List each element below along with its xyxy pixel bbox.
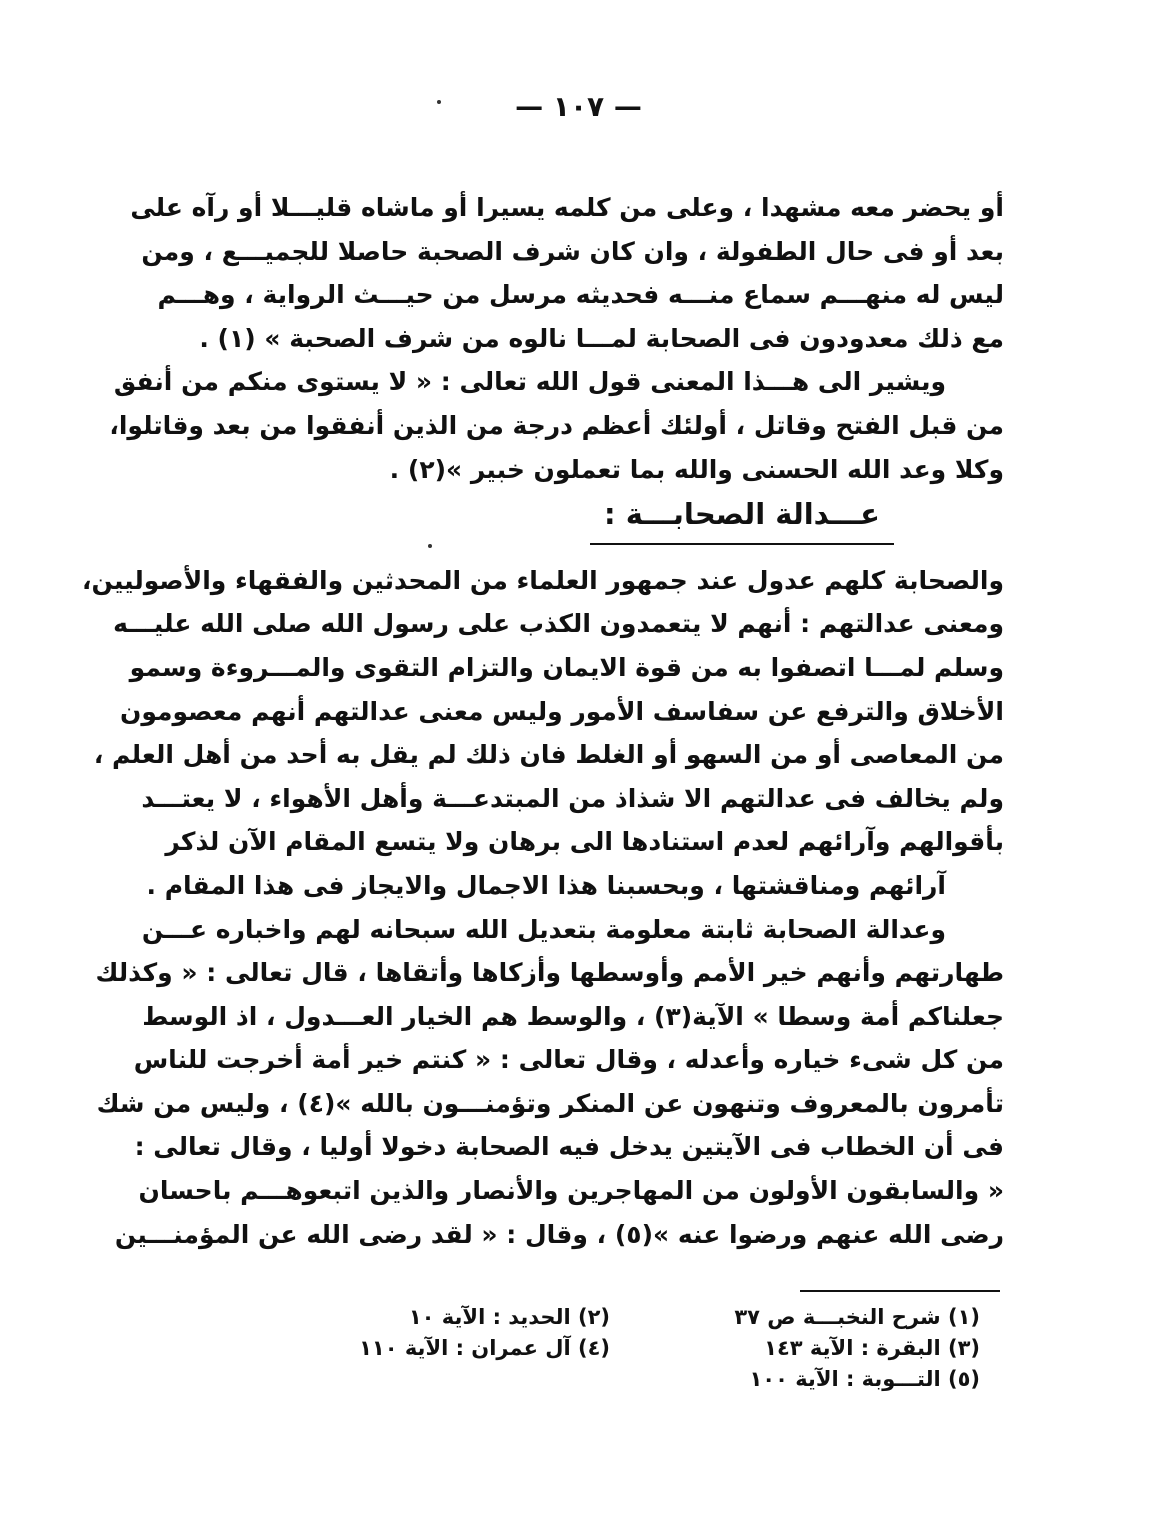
page-number: — ١٠٧ — <box>515 90 642 123</box>
text-line: تأمرون بالمعروف وتنهون عن المنكر وتؤمنـــون بالله »(٤) ، وليس من شك <box>96 1088 1004 1118</box>
text-line: ويشير الى هـــذا المعنى قول الله تعالى : « لا يستوى منكم من أنفق <box>113 367 946 397</box>
text-line: فى أن الخطاب فى الآيتين يدخل فيه الصحابة دخولا أوليا ، وقال تعالى : <box>134 1132 1004 1162</box>
footnotes <box>240 1302 980 1395</box>
text-line: ومعنى عدالتهم : أنهم لا يتعمدون الكذب على رسول الله صلى الله عليـــه <box>113 609 1004 639</box>
text-line: آرائهم ومناقشتها ، وبحسبنا هذا الاجمال والايجاز فى هذا المقام . <box>146 870 946 900</box>
footnote-3: (٣) البقرة : الآية ١٤٣ <box>764 1336 980 1360</box>
text-line: بعد أو فى حال الطفولة ، وان كان شرف الصحبة حاصلا للجميـــع ، ومن <box>141 236 1004 266</box>
text-line: الأخلاق والترفع عن سفاسف الأمور وليس معنى عدالتهم أنهم معصومون <box>120 696 1004 726</box>
footnote-1: (١) شرح النخبـــة ص ٣٧ <box>734 1305 980 1329</box>
footnote-5: (٥) التـــوبة : الآية ١٠٠ <box>749 1367 980 1391</box>
section-heading-wrap <box>180 493 1004 545</box>
text-line: جعلناكم أمة وسطا » الآية(٣) ، والوسط هم الخيار العـــدول ، اذ الوسط <box>142 1001 1004 1031</box>
text-line: من قبل الفتح وقاتل ، أولئك أعظم درجة من الذين أنفقوا من بعد وقاتلوا، <box>109 410 1004 440</box>
text-line: أو يحضر معه مشهدا ، وعلى من كلمه يسيرا أو ماشاه قليـــلا أو رآه على <box>130 193 1004 222</box>
footnote-row <box>240 1364 980 1395</box>
scan-speck <box>428 544 432 548</box>
text-line: وسلم لمـــا اتصفوا به من قوة الايمان والتزام التقوى والمـــروءة وسمو <box>129 652 1004 682</box>
text-line: « والسابقون الأولون من المهاجرين والأنصار والذين اتبعوهـــم باحسان <box>138 1176 1004 1206</box>
text-line: من كل شىء خياره وأعدله ، وقال تعالى : « كنتم خير أمة أخرجت للناس <box>133 1045 1004 1075</box>
footnote-row <box>240 1333 980 1364</box>
footnote-4: (٤) آل عمران : الآية ١١٠ <box>359 1336 610 1360</box>
text-line: والصحابة كلهم عدول عند جمهور العلماء من المحدثين والفقهاء والأصوليين، <box>81 565 1004 595</box>
text-line: مع ذلك معدودون فى الصحابة لمـــا نالوه من شرف الصحبة » (١) . <box>199 323 1004 353</box>
text-line: طهارتهم وأنهم خير الأمم وأوسطها وأزكاها وأتقاها ، قال تعالى : « وكذلك <box>95 958 1004 988</box>
text-line: من المعاصى أو من السهو أو الغلط فان ذلك لم يقل به أحد من أهل العلم ، <box>93 740 1004 770</box>
section-heading: عـــدالة الصحابـــة : <box>590 493 894 545</box>
text-line: وعدالة الصحابة ثابتة معلومة بتعديل الله سبحانه لهم واخباره عـــن <box>141 914 946 944</box>
footnote-row <box>240 1302 980 1333</box>
footnote-2: (٢) الحديد : الآية ١٠ <box>408 1305 610 1329</box>
body-text <box>81 186 1004 1256</box>
footnote-divider <box>800 1290 1000 1292</box>
scan-speck <box>437 100 441 104</box>
text-line: ولم يخالف فى عدالتهم الا شذاذ من المبتدعـــة وأهل الأهواء ، لا يعتـــد <box>141 783 1004 813</box>
text-line: بأقوالهم وآرائهم لعدم استنادها الى برهان ولا يتسع المقام الآن لذكر <box>165 827 1004 857</box>
text-line: رضى الله عنهم ورضوا عنه »(٥) ، وقال : « لقد رضى الله عن المؤمنـــين <box>114 1219 1004 1249</box>
text-line: ليس له منهـــم سماع منـــه فحديثه مرسل من حيـــث الرواية ، وهـــم <box>157 280 1004 310</box>
text-line: وكلا وعد الله الحسنى والله بما تعملون خبير »(٢) . <box>389 454 1004 484</box>
